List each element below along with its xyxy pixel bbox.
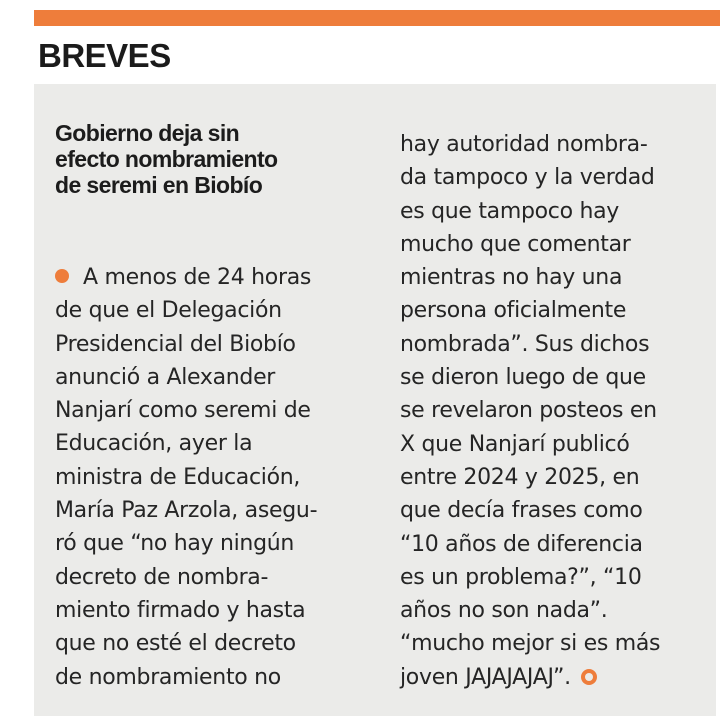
body-line: da tampoco y la verdad: [400, 165, 655, 191]
body-line: [400, 661, 660, 694]
body-line: hay autoridad nombra-: [400, 132, 648, 157]
section-accent-bar: [34, 10, 720, 26]
news-brief: [34, 84, 716, 716]
body-line: anunció a Alexander: [55, 364, 276, 390]
body-line: “10 años de diferencia: [400, 531, 643, 557]
article-body-left: [55, 261, 317, 694]
body-line: que decía frases como: [400, 498, 643, 524]
body-line: es que tampoco hay: [400, 198, 619, 224]
body-line: María Paz Arzola, asegu-: [55, 498, 318, 524]
body-line: Educación, ayer la: [55, 431, 253, 457]
body-line-text: A menos de 24 horas: [83, 265, 312, 290]
body-line: años no son nada”.: [400, 598, 608, 624]
body-line: ró que “no hay ningún: [55, 531, 295, 557]
body-line: X que Nanjarí publicó: [400, 431, 630, 457]
body-line: que no esté el decreto: [55, 631, 296, 657]
body-line-text: joven JAJAJAJAJ”.: [400, 664, 571, 690]
body-line: persona oficialmente: [400, 298, 627, 324]
body-line: nombrada”. Sus dichos: [400, 331, 650, 357]
body-line: se dieron luego de que: [400, 365, 646, 391]
body-line: miento firmado y hasta: [55, 597, 306, 623]
article-headline: [55, 120, 277, 198]
headline-line: de seremi en Biobío: [55, 172, 263, 198]
body-line: entre 2024 y 2025, en: [400, 464, 640, 490]
bullet-icon: [55, 269, 69, 283]
article-body-right: [400, 128, 660, 694]
body-line: “mucho mejor si es más: [400, 631, 661, 657]
headline-line: Gobierno deja sin: [55, 120, 240, 146]
body-line: Nanjarí como seremi de: [55, 398, 311, 424]
body-line: de que el Delegación: [55, 298, 282, 324]
body-line: mucho que comentar: [400, 231, 631, 257]
body-line: se revelaron posteos en: [400, 398, 657, 424]
section-title: BREVES: [38, 37, 171, 74]
headline-line: efecto nombramiento: [55, 146, 278, 172]
body-line: es un problema?”, “10: [400, 564, 642, 590]
body-line: decreto de nombra-: [55, 564, 269, 590]
body-line: mientras no hay una: [400, 265, 623, 291]
body-line: [55, 261, 317, 294]
end-mark-icon: [581, 669, 597, 685]
body-line: ministra de Educación,: [55, 464, 301, 490]
body-line: Presidencial del Biobío: [55, 331, 296, 357]
body-line: de nombramiento no: [55, 664, 281, 690]
